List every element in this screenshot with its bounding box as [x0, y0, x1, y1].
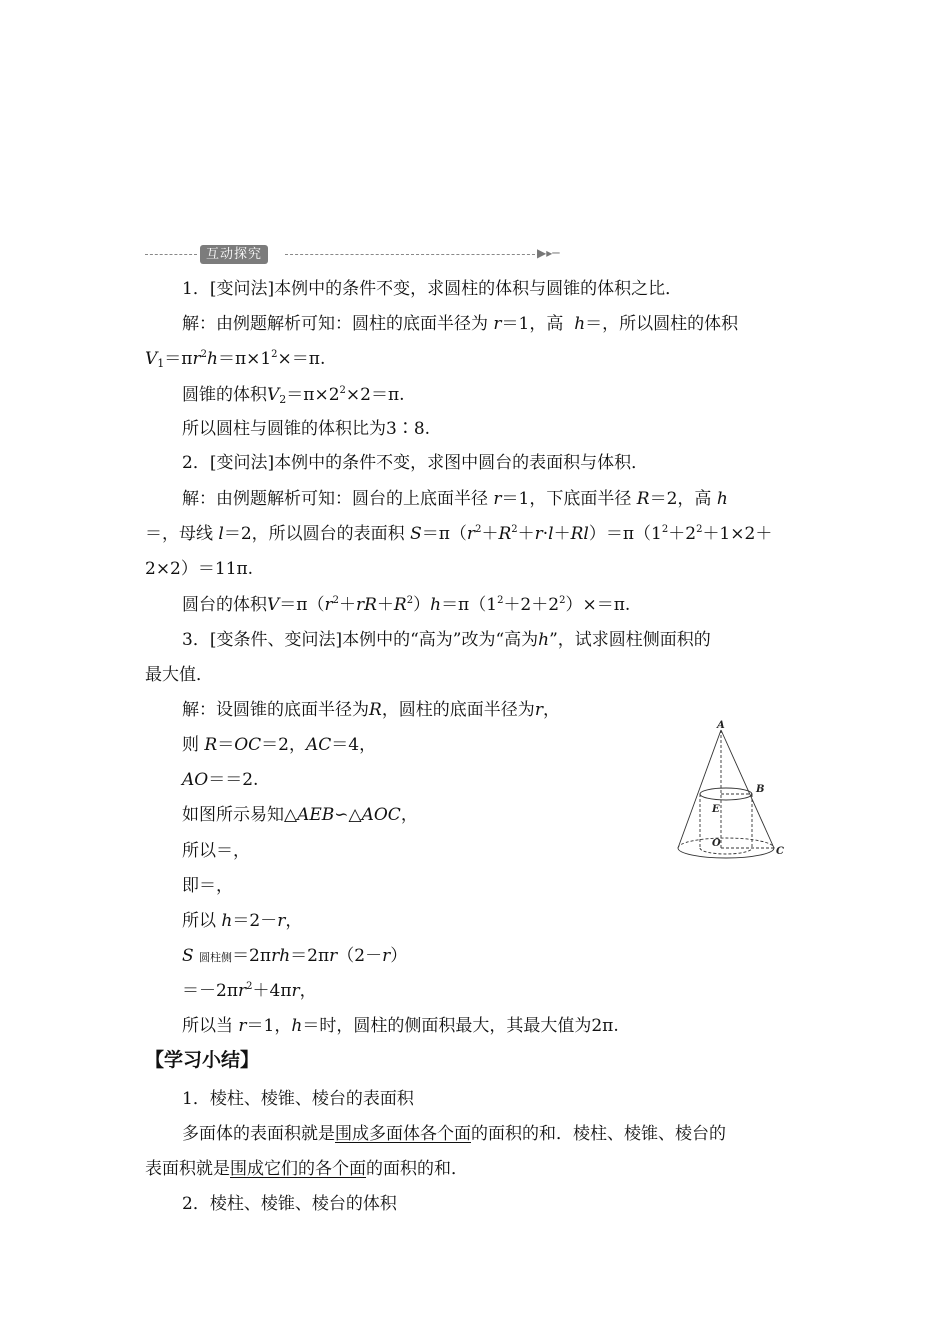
q3-conclusion: 所以当 r＝1，h＝时，圆柱的侧面积最大，其最大值为2π. — [182, 1016, 619, 1036]
section-header — [145, 243, 565, 267]
q3-solution-line9: $=-2\pi r^2+4\pi r$， — [182, 981, 317, 1001]
q3-solution-line7: 所以 h＝2－r， — [182, 911, 303, 931]
q2-solution-line1: 解：由例题解析可知：圆台的上底面半径 r＝1，下底面半径 R＝2，高 h — [182, 489, 728, 509]
label-o: O — [712, 838, 721, 849]
arrow-right-icon: ▶▸─ — [537, 246, 560, 260]
q2-frustum-volume: 圆台的体积$V=\pi(r^2+rR+R^2)h=\pi(1^2+2+2^2)\times=\pi$. — [182, 595, 631, 615]
q3-solution-line1: 解：设圆锥的底面半径为R，圆柱的底面半径为r， — [182, 700, 560, 720]
cone-cylinder-figure — [670, 720, 795, 865]
label-a: A — [717, 720, 725, 731]
label-b: B — [756, 784, 765, 795]
cone-base-back — [678, 838, 774, 848]
summary-item2-title: 2．棱柱、棱锥、棱台的体积 — [182, 1194, 397, 1214]
q3-title-line1: 3．[变条件、变问法]本例中的“高为”改为“高为h”，试求圆柱侧面积的 — [182, 630, 711, 650]
q3-solution-line3: AO＝＝2. — [182, 770, 259, 790]
q3-lateral-area: S 圆柱侧＝2πrh＝2πr（2－r） — [182, 946, 408, 966]
section-tag: 互动探究 — [200, 245, 268, 264]
q3-similar-triangles: 如图所示易知△AEB∽△AOC， — [182, 805, 418, 825]
q1-title: 1．[变问法]本例中的条件不变，求圆柱的体积与圆锥的体积之比． — [182, 279, 683, 299]
q2-title: 2．[变问法]本例中的条件不变，求图中圆台的表面积与体积． — [182, 453, 649, 473]
label-c: C — [776, 846, 784, 857]
q1-solution-line1: 解：由例题解析可知：圆柱的底面半径为 r＝1，高 h＝，所以圆柱的体积 — [182, 314, 739, 334]
cylinder-bottom — [700, 848, 752, 854]
q1-solution-line2: $V_1=\pi r^2h=\pi\times 1^2\times=\pi$. — [145, 349, 326, 370]
dash-rule-right — [285, 254, 540, 255]
summary-item1-line2: 表面积就是围成它们的各个面的面积的和． — [145, 1159, 468, 1179]
summary-item1-title: 1．棱柱、棱锥、棱台的表面积 — [182, 1089, 414, 1109]
q2-solution-line2: ＝，母线 l＝2，所以圆台的表面积 $S=\pi(r^2+R^2+r\cdot l+Rl)=\pi(1^2+2^2+1\times 2+$ — [145, 524, 773, 544]
label-e: E — [712, 804, 720, 815]
summary-item1-line1: 多面体的表面积就是围成多面体各个面的面积的和．棱柱、棱锥、棱台的 — [182, 1124, 726, 1144]
cone-base-front — [678, 848, 774, 858]
summary-heading: 【学习小结】 — [145, 1049, 260, 1071]
q3-title-line2: 最大值． — [145, 665, 213, 685]
dash-rule-left — [145, 254, 197, 255]
q2-solution-line3: 2×2）＝11π. — [145, 559, 254, 579]
cone-right-edge — [721, 730, 774, 848]
q3-solution-line2: 则 R＝OC＝2，AC＝4， — [182, 735, 377, 755]
q1-cone-volume: 圆锥的体积$V_2=\pi\times 2^2\times 2=\pi$. — [182, 385, 405, 406]
q3-solution-line6: 即＝， — [182, 876, 233, 896]
q3-solution-line5: 所以＝， — [182, 841, 250, 861]
q1-ratio: 所以圆柱与圆锥的体积比为3∶8. — [182, 419, 431, 439]
